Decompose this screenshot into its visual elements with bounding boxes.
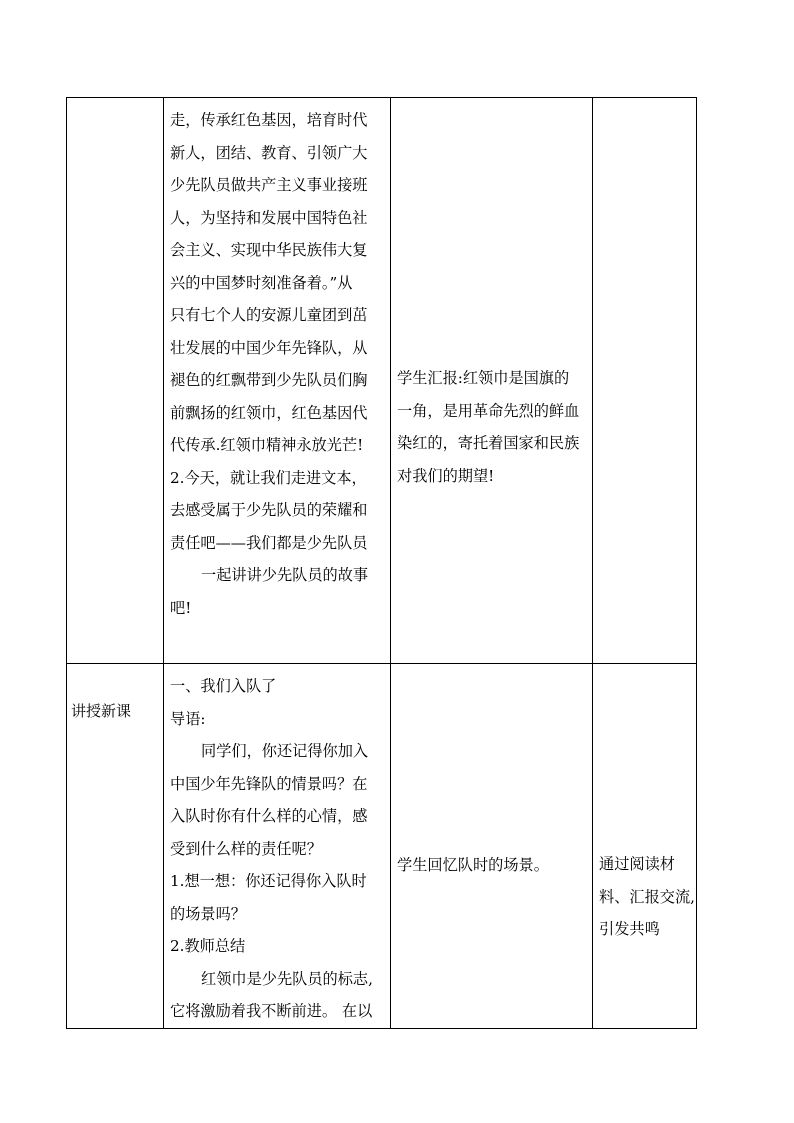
stage-cell (67, 98, 164, 664)
text-line: 受到什么样的责任呢？ (170, 839, 322, 858)
text-line: 前飘扬的红领巾，红色基因代 (170, 403, 368, 422)
student-activity-cell (391, 664, 593, 1029)
teacher-activity-cell (164, 98, 391, 664)
text-line: 导语: (170, 709, 206, 728)
design-intent-cell (593, 664, 697, 1029)
text-line: 引发共鸣 (599, 920, 660, 938)
text-line: 对我们的期望! (397, 466, 495, 485)
text-line: 一起讲讲少先队员的故事 (201, 566, 369, 584)
text-line: 新人，团结、教育、引领广大 (170, 143, 368, 162)
text-line: 中国少年先锋队的情景吗？在 (170, 774, 368, 793)
table-row (67, 98, 697, 664)
stage-cell (67, 664, 164, 1029)
table-row (67, 664, 697, 1029)
text-line: 染红的，寄托着国家和民族 (397, 434, 580, 452)
text-line: 红领巾是少先队员的标志, (201, 969, 373, 988)
text-line: 1.想一想：你还记得你入队时 (170, 872, 367, 890)
lesson-plan-table (66, 97, 697, 1029)
text-line: 走，传承红色基因，培育时代 (170, 111, 368, 129)
section-heading: 一、我们入队了 (170, 677, 277, 695)
text-line: 2.教师总结 (170, 937, 246, 955)
text-line: 少先队员做共产主义事业接班 (170, 176, 368, 194)
text-line: 入队时你有什么样的心情，感 (170, 807, 368, 825)
student-activity-cell (391, 98, 593, 664)
text-line: 责任吧——我们都是少先队员 (170, 533, 368, 552)
text-line: 学生回忆队时的场景。 (397, 856, 549, 874)
teacher-activity-cell (164, 664, 391, 1029)
text-line: 的场景吗？ (170, 904, 246, 923)
text-line: 料、汇报交流, (599, 887, 695, 906)
text-line: 只有七个人的安源儿童团到茁 (170, 306, 368, 324)
text-line: 去感受属于少先队员的荣耀和 (170, 501, 368, 519)
text-line: 吧! (170, 598, 192, 617)
design-intent-cell (593, 98, 697, 664)
text-line: 会主义、实现中华民族伟大复 (170, 241, 368, 259)
text-line: 褪色的红飘带到少先队员们胸 (170, 371, 368, 389)
stage-label: 讲授新课 (71, 702, 132, 720)
text-line: 壮发展的中国少年先锋队，从 (170, 338, 368, 357)
text-line: 兴的中国梦时刻准备着。”从 (170, 273, 353, 292)
text-line: 同学们，你还记得你加入 (201, 742, 369, 760)
text-line: 它将激励着我不断前进。 在以 (170, 1002, 373, 1020)
text-line: 学生汇报:红领巾是国旗的 (397, 369, 570, 387)
text-line: 一角，是用革命先烈的鲜血 (397, 401, 580, 420)
text-line: 2.今天，就让我们走进文本， (170, 468, 367, 487)
text-line: 代传承.红领巾精神永放光芒! (170, 436, 364, 454)
text-line: 通过阅读材 (599, 855, 675, 873)
text-line: 人，为坚持和发展中国特色社 (170, 208, 368, 227)
